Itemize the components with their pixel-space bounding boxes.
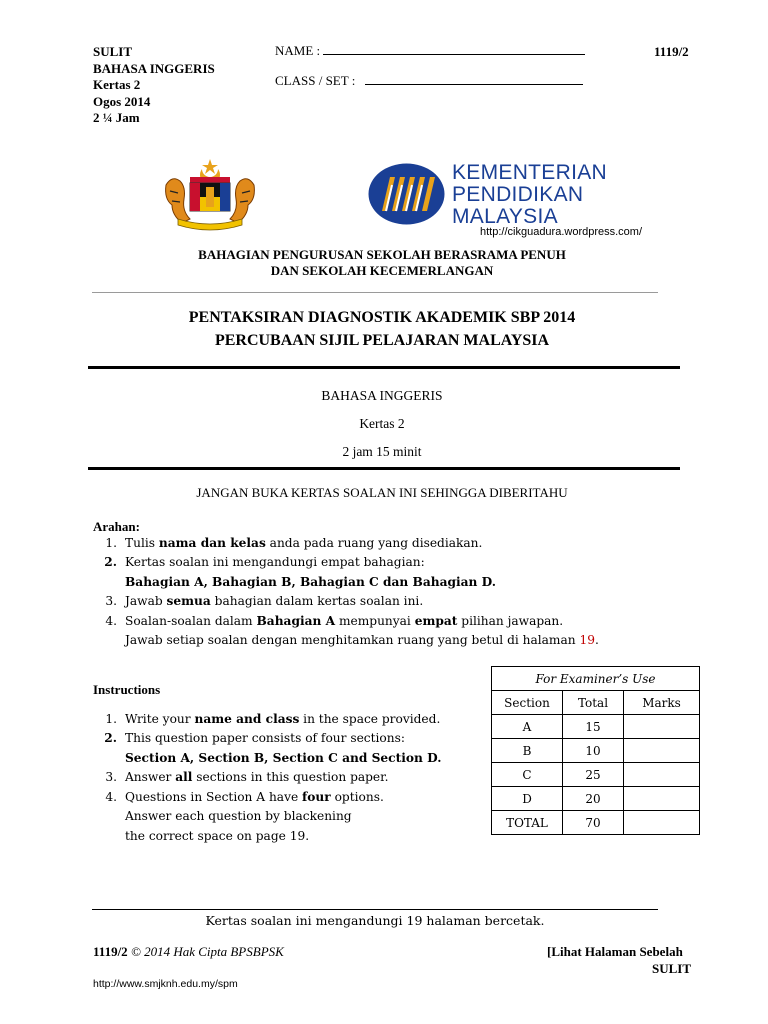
list-item: 3. Answer all sections in this question paper. xyxy=(105,770,389,784)
table-row xyxy=(492,787,700,811)
division-line-2: DAN SEKOLAH KECEMERLANGAN xyxy=(270,263,494,278)
instructions-list xyxy=(93,710,483,847)
arahan-section xyxy=(93,517,653,651)
table-row xyxy=(492,763,700,787)
name-field[interactable] xyxy=(275,42,585,59)
table-header-total: Total xyxy=(563,691,624,715)
ministry-wordmark xyxy=(452,162,607,228)
warning-text: JANGAN BUKA KERTAS SOALAN INI SEHINGGA DIBERITAHU xyxy=(196,485,568,500)
list-item: 1. Write your name and class in the space provided. xyxy=(105,711,441,726)
instructions-section xyxy=(93,680,483,846)
instructions-heading: Instructions xyxy=(93,682,161,697)
total-cell: 10 xyxy=(563,739,624,763)
paper-label: Kertas 2 xyxy=(93,77,141,92)
examiner-use-table xyxy=(491,666,700,835)
name-label: NAME : xyxy=(275,43,321,58)
table-header-section: Section xyxy=(492,691,563,715)
name-line[interactable] xyxy=(323,42,585,55)
list-item: 2. This question paper consists of four sections: xyxy=(104,731,405,745)
list-item: Bahagian A, Bahagian B, Bahagian C dan Bahagian D. xyxy=(125,574,497,589)
section-cell: D xyxy=(492,787,563,811)
marks-cell[interactable] xyxy=(624,763,700,787)
list-item: Jawab setiap soalan dengan menghitamkan ruang yang betul di halaman 19. xyxy=(125,633,599,647)
class-line[interactable] xyxy=(365,72,583,85)
table-caption: For Examiner’s Use xyxy=(492,667,700,691)
footer-sulit: SULIT xyxy=(652,961,692,976)
paper-number: Kertas 2 xyxy=(359,416,405,431)
total-cell: 70 xyxy=(563,811,624,835)
total-cell: 15 xyxy=(563,715,624,739)
marks-cell[interactable] xyxy=(624,811,700,835)
paper-time: 2 jam 15 minit xyxy=(342,444,422,459)
section-cell: TOTAL xyxy=(492,811,563,835)
class-label: CLASS / SET : xyxy=(275,73,356,88)
copyright-line xyxy=(93,944,284,960)
table-header-marks: Marks xyxy=(624,691,700,715)
page-reference: 19 xyxy=(579,633,595,647)
table-row xyxy=(492,715,700,739)
divider xyxy=(92,292,658,293)
ministry-line-1: KEMENTERIAN xyxy=(452,161,607,184)
table-row xyxy=(492,739,700,763)
list-item: 1. Tulis nama dan kelas anda pada ruang yang disediakan. xyxy=(105,535,483,550)
exam-title-line-1: PENTAKSIRAN DIAGNOSTIK AKADEMIK SBP 2014 xyxy=(188,309,576,326)
next-page-note: [Lihat Halaman Sebelah xyxy=(547,944,683,959)
division-heading xyxy=(92,247,672,279)
list-item: 3. Jawab semua bahagian dalam kertas soalan ini. xyxy=(105,594,424,608)
source-website: http://cikguadura.wordpress.com/ xyxy=(480,226,643,238)
list-item: Answer each question by blackening xyxy=(125,809,352,823)
ministry-line-2: PENDIDIKAN xyxy=(452,183,584,206)
subject-label: BAHASA INGGERIS xyxy=(93,60,215,76)
footer-divider xyxy=(92,909,658,910)
page-count-note: Kertas soalan ini mengandungi 19 halaman bercetak. xyxy=(205,913,545,928)
list-item: 4. Questions in Section A have four options. xyxy=(105,789,384,804)
division-line-1: BAHAGIAN PENGURUSAN SEKOLAH BERASRAMA PENUH xyxy=(198,247,566,262)
thick-divider xyxy=(88,467,680,470)
paper-identification xyxy=(93,44,215,127)
marks-cell[interactable] xyxy=(624,739,700,763)
section-cell: C xyxy=(492,763,563,787)
arahan-heading: Arahan: xyxy=(93,519,140,534)
footer-copyright: © 2014 Hak Cipta BPSBPSK xyxy=(130,944,284,959)
duration-label: 2 ¼ Jam xyxy=(93,110,140,125)
list-item: 4. Soalan-soalan dalam Bahagian A mempunyai empat pilihan jawapan. xyxy=(105,613,564,628)
list-item: 2. Kertas soalan ini mengandungi empat bahagian: xyxy=(104,555,425,569)
thick-divider xyxy=(88,366,680,369)
total-cell: 20 xyxy=(563,787,624,811)
marks-cell[interactable] xyxy=(624,787,700,811)
arahan-list xyxy=(93,534,653,651)
list-item: Section A, Section B, Section C and Section D. xyxy=(125,750,442,765)
exam-title xyxy=(92,306,672,352)
ministry-emblem-logo xyxy=(368,163,445,225)
class-field[interactable] xyxy=(275,72,583,89)
section-cell: A xyxy=(492,715,563,739)
paper-info xyxy=(92,382,672,466)
exam-title-line-2: PERCUBAAN SIJIL PELAJARAN MALAYSIA xyxy=(214,332,550,349)
ministry-line-3: MALAYSIA xyxy=(452,205,558,228)
sulit-label: SULIT xyxy=(93,44,133,59)
footer-code: 1119/2 xyxy=(93,944,128,959)
month-label: Ogos 2014 xyxy=(93,93,151,109)
paper-code: 1119/2 xyxy=(654,44,689,59)
total-cell: 25 xyxy=(563,763,624,787)
paper-subject: BAHASA INGGERIS xyxy=(321,388,443,403)
footer-url: http://www.smjknh.edu.my/spm xyxy=(93,978,238,990)
coat-of-arms-logo xyxy=(160,157,260,232)
list-item: the correct space on page 19. xyxy=(125,828,310,843)
marks-cell[interactable] xyxy=(624,715,700,739)
section-cell: B xyxy=(492,739,563,763)
table-row xyxy=(492,811,700,835)
